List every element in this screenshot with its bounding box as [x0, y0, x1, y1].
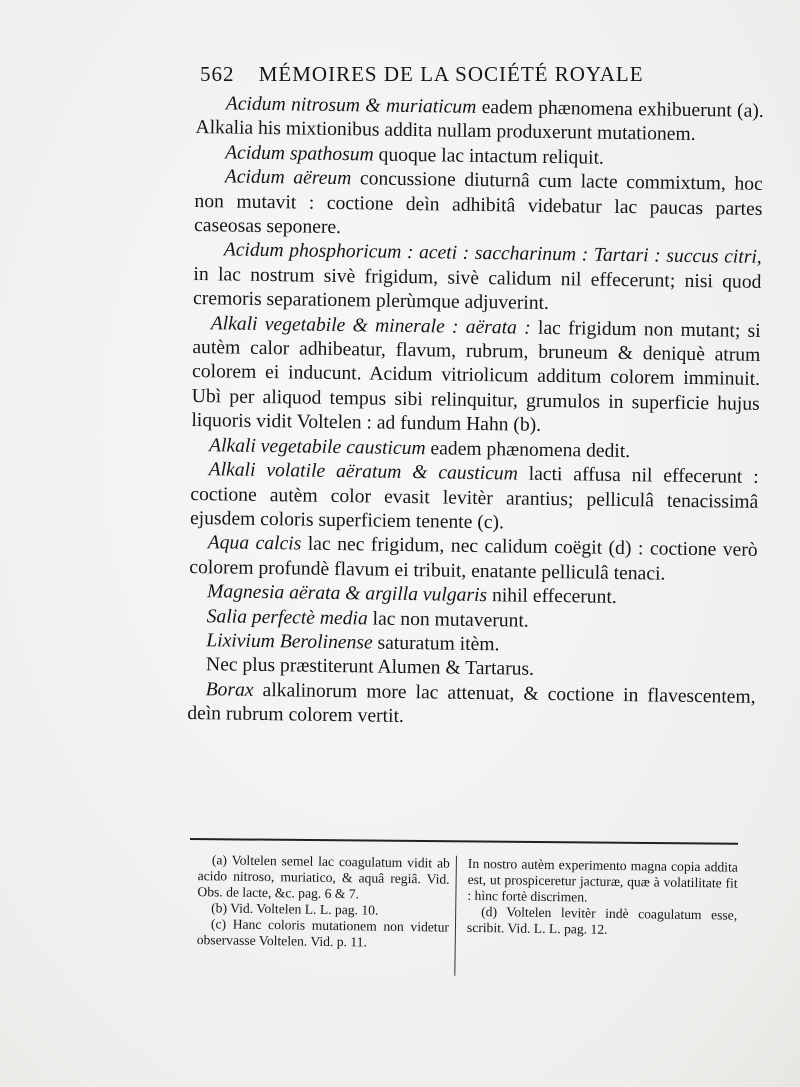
main-text [187, 92, 764, 734]
paragraph [190, 458, 759, 539]
paragraph-text: eadem phænomena exhibuerunt (a). Alkalia his mixtionibus addita nullam produxerunt mutationem. [195, 96, 764, 146]
footnote: In nostro autèm experimento magna copia addita est, ut prospiceretur jacturæ, quæ à volatilitate fit : hìnc fortè discrimen. [467, 855, 738, 905]
paragraph-text: Nec plus præstiterunt Alumen & Tartarus. [205, 654, 535, 681]
paragraph [191, 312, 761, 442]
footnote: (c) Hanc coloris mutationem non videtur observasse Voltelen. Vid. p. 11. [196, 916, 450, 950]
paragraph-text: alkalinorum more lac attenuat, & coctione in flavescentem, deìn rubrum colorem vertit. [187, 679, 756, 728]
paragraph [193, 238, 762, 319]
footnotes-left-column [197, 852, 450, 952]
paragraph-lead: Alkali volatile aëratum & causticum [208, 459, 518, 485]
paragraph-lead: Salia perfectè media [206, 605, 368, 629]
paragraph-lead: Aqua calcis [207, 532, 302, 555]
footnote-divider [190, 838, 738, 845]
paragraph-lead: Lixivium Berolinense [206, 630, 373, 654]
paragraph-lead: Alkali vegetabile & minerale : aërata : [210, 312, 531, 339]
paragraph-lead: Acidum aëreum [224, 166, 352, 190]
paragraph [189, 531, 758, 588]
paragraph-lead: Acidum phosphoricum : aceti : saccharinum : Tartari : succus citri [223, 239, 757, 269]
paragraph-lead: Borax [205, 678, 254, 701]
paragraph-text: lac non mutaverunt. [367, 607, 529, 632]
paragraph-text: lac nec frigidum, nec calidum coëgit (d) : coctione verò colorem profundè flavum ei tribuit, enatante pelliculâ tenaci. [189, 533, 758, 585]
paragraph-lead: Acidum spathosum [225, 142, 374, 166]
paragraph-lead: Acidum nitrosum & muriaticum [225, 93, 477, 118]
footnote: (a) Voltelen semel lac coagulatum vidit ab acido nitroso, muriatico, & aquâ regiâ. Vid. Obs. de lacte, &c. pag. 6 & 7. [197, 852, 450, 902]
footnotes-right-column [467, 856, 738, 940]
page-number: 562 [200, 62, 235, 86]
running-title: MÉMOIRES DE LA SOCIÉTÉ ROYALE [258, 62, 644, 86]
paragraph [187, 678, 756, 735]
footnotes [190, 852, 740, 950]
paragraph-text: eadem phænomena dedit. [425, 437, 631, 462]
paragraph-text: saturatum itèm. [372, 632, 500, 656]
footnote: (d) Voltelen levitèr indè coagulatum esse, scribit. Vid. L. L. pag. 12. [466, 904, 738, 937]
running-header [200, 62, 720, 87]
paragraph [195, 92, 764, 149]
column-divider [454, 856, 457, 976]
paragraph-text: , in lac nostrum sivè frigidum, sivè calidum nil effecerunt; nisi quod cremoris separationem plerùmque adjuverint. [192, 247, 762, 315]
paragraph-text: lac frigidum non mutant; si autèm calor adhibeatur, flavum, rubrum, bruneum & deniquè atrum colorem ei inducunt. Acidum vitriolicum additum colorem imminuit. Ubì per aliquod tempus sibi relinquitur, grumulos in superficie hujus liquoris vidit Voltelen : ad fundum Hahn (b). [191, 317, 761, 437]
paragraph-text: concussione diuturnâ cum lacte commixtum, hoc non mutavit : coctione deìn adhibitâ videbatur lac paucas partes caseosas seponere. [193, 168, 763, 239]
paragraph-lead: Magnesia aërata & argilla vulgaris [206, 581, 488, 607]
footnote: (b) Vid. Voltelen L. L. pag. 10. [211, 900, 379, 918]
paragraph-text: lacti affusa nil effecerunt : coctione autèm color evasit levitèr arantius; pelliculâ tenacissimâ ejusdem coloris superficiem tenente (c). [189, 463, 759, 534]
paragraph-text: nihil effecerunt. [486, 585, 617, 609]
paragraph-text: quoque lac intactum reliquit. [373, 144, 605, 169]
paragraph [194, 165, 763, 246]
paragraph-lead: Alkali vegetabile causticum [208, 434, 426, 459]
